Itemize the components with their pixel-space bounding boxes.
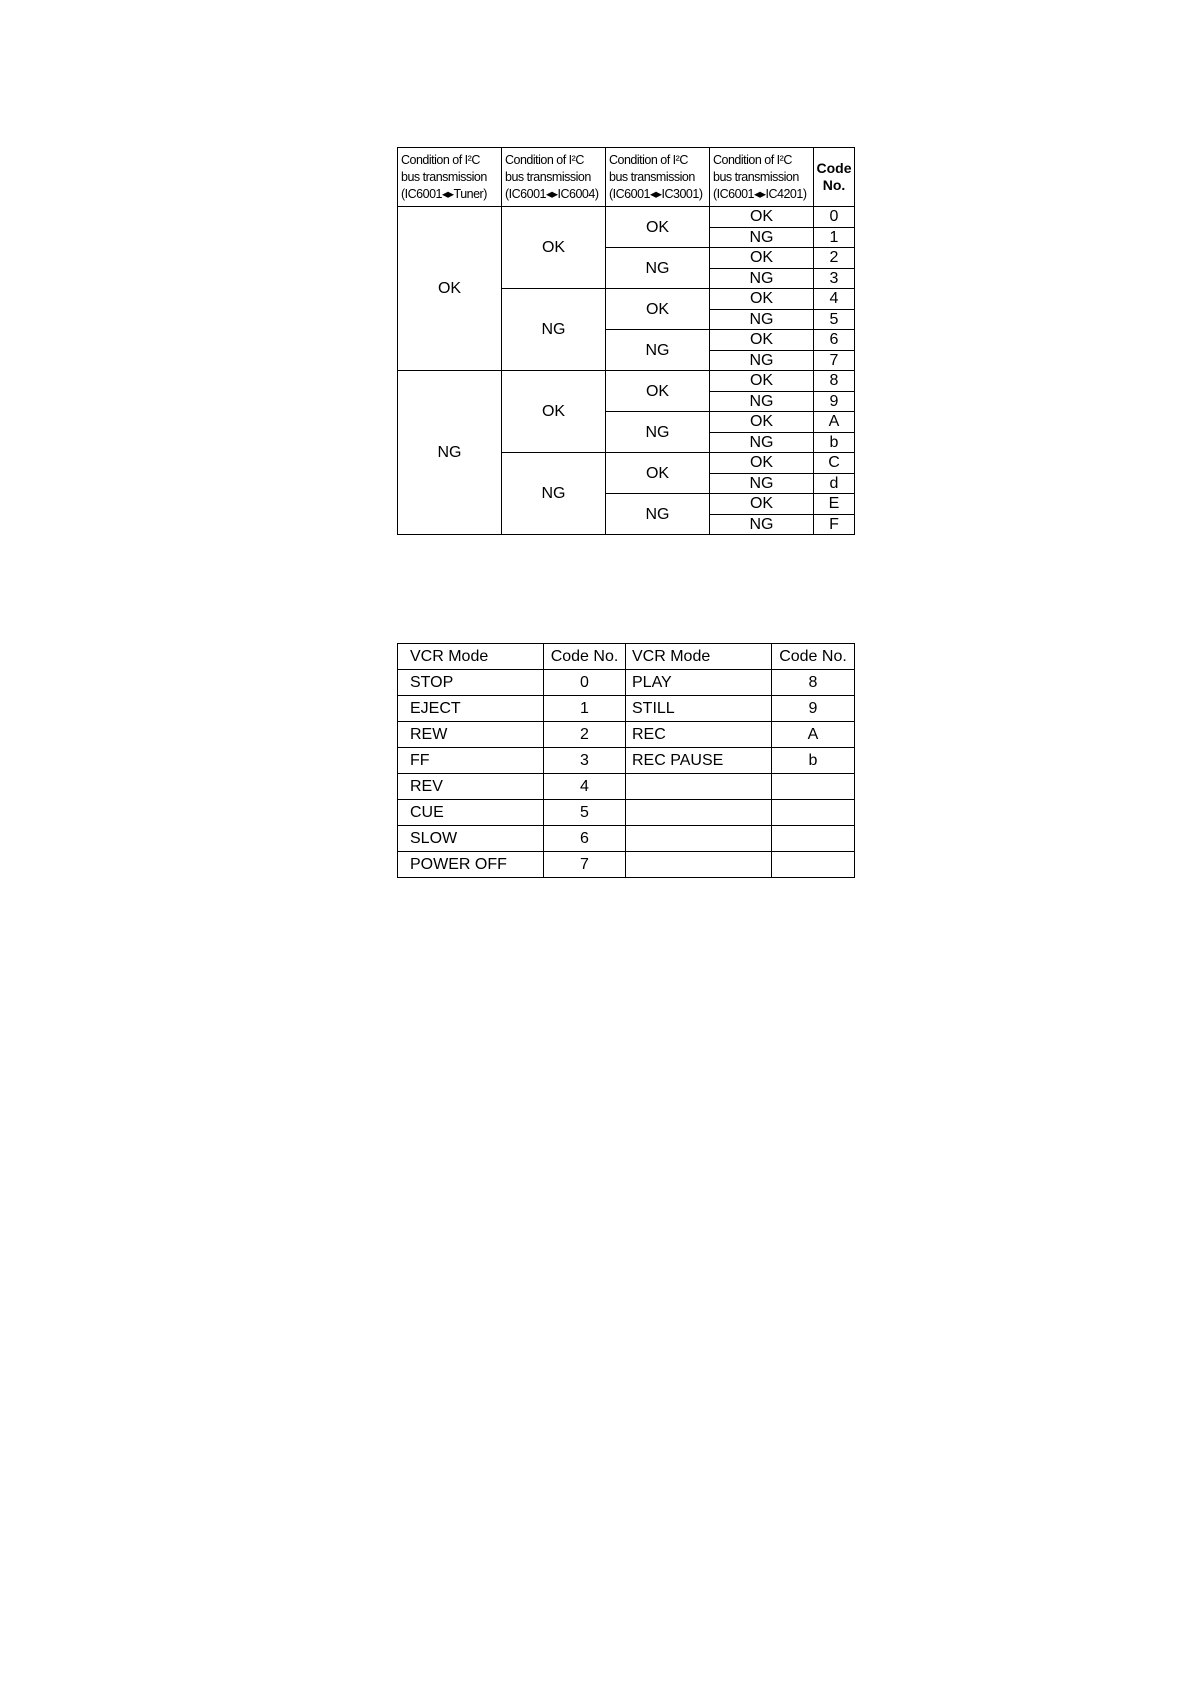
mode-cell: CUE xyxy=(398,800,544,826)
mode-cell: SLOW xyxy=(398,826,544,852)
ic4201-cell: OK xyxy=(710,494,814,515)
vcr-header-row xyxy=(398,644,855,670)
header-vcr-mode: VCR Mode xyxy=(398,644,544,670)
table-row xyxy=(398,371,855,392)
ic4201-cell: OK xyxy=(710,289,814,310)
code-cell: 6 xyxy=(814,330,855,351)
code-cell: 7 xyxy=(814,350,855,371)
header-code-no: Code No. xyxy=(814,148,855,207)
code-cell: b xyxy=(814,432,855,453)
code-cell: 4 xyxy=(544,774,626,800)
ic4201-cell: OK xyxy=(710,207,814,228)
vcr-mode-table xyxy=(397,643,855,878)
ic6004-cell: NG xyxy=(502,289,606,371)
table-row xyxy=(398,207,855,228)
mode-cell: REW xyxy=(398,722,544,748)
code-cell: C xyxy=(814,453,855,474)
i2c-header-row xyxy=(398,148,855,207)
ic4201-cell: NG xyxy=(710,432,814,453)
mode-cell xyxy=(626,774,772,800)
ic3001-cell: NG xyxy=(606,248,710,289)
code-cell: 9 xyxy=(772,696,855,722)
code-cell xyxy=(772,774,855,800)
mode-cell: REC PAUSE xyxy=(626,748,772,774)
mode-cell: REV xyxy=(398,774,544,800)
code-cell: 2 xyxy=(814,248,855,269)
ic4201-cell: OK xyxy=(710,412,814,433)
table-row xyxy=(398,852,855,878)
code-cell: 8 xyxy=(772,670,855,696)
table-row xyxy=(398,722,855,748)
code-cell: A xyxy=(814,412,855,433)
ic3001-cell: OK xyxy=(606,371,710,412)
code-cell: 6 xyxy=(544,826,626,852)
code-cell: 8 xyxy=(814,371,855,392)
table-row xyxy=(398,748,855,774)
code-cell: 3 xyxy=(544,748,626,774)
ic3001-cell: OK xyxy=(606,453,710,494)
ic3001-cell: NG xyxy=(606,494,710,535)
ic4201-cell: NG xyxy=(710,309,814,330)
ic4201-cell: NG xyxy=(710,514,814,535)
code-cell xyxy=(772,826,855,852)
code-cell: 0 xyxy=(544,670,626,696)
code-cell xyxy=(772,800,855,826)
code-cell: d xyxy=(814,473,855,494)
code-cell: F xyxy=(814,514,855,535)
mode-cell: STILL xyxy=(626,696,772,722)
code-cell: 0 xyxy=(814,207,855,228)
code-cell: 5 xyxy=(814,309,855,330)
header-ic6004: Condition of I²C bus transmission (IC6001◂▸IC6004) xyxy=(502,148,606,207)
ic4201-cell: OK xyxy=(710,371,814,392)
code-cell: 1 xyxy=(544,696,626,722)
mode-cell xyxy=(626,800,772,826)
ic4201-cell: OK xyxy=(710,248,814,269)
i2c-condition-table xyxy=(397,147,855,535)
tuner-cell: NG xyxy=(398,371,502,535)
code-cell: 9 xyxy=(814,391,855,412)
code-cell: A xyxy=(772,722,855,748)
ic4201-cell: NG xyxy=(710,350,814,371)
header-code-no: Code No. xyxy=(772,644,855,670)
table-row xyxy=(398,826,855,852)
ic6004-cell: OK xyxy=(502,371,606,453)
code-cell: 7 xyxy=(544,852,626,878)
header-ic3001: Condition of I²C bus transmission (IC6001◂▸IC3001) xyxy=(606,148,710,207)
ic4201-cell: NG xyxy=(710,227,814,248)
ic3001-cell: NG xyxy=(606,330,710,371)
ic6004-cell: NG xyxy=(502,453,606,535)
tuner-cell: OK xyxy=(398,207,502,371)
mode-cell: PLAY xyxy=(626,670,772,696)
ic4201-cell: OK xyxy=(710,330,814,351)
table-row xyxy=(398,800,855,826)
mode-cell xyxy=(626,826,772,852)
ic6004-cell: OK xyxy=(502,207,606,289)
ic4201-cell: OK xyxy=(710,453,814,474)
ic4201-cell: NG xyxy=(710,391,814,412)
ic3001-cell: OK xyxy=(606,289,710,330)
code-cell: 5 xyxy=(544,800,626,826)
header-vcr-mode: VCR Mode xyxy=(626,644,772,670)
code-cell: 1 xyxy=(814,227,855,248)
mode-cell: REC xyxy=(626,722,772,748)
code-cell: 3 xyxy=(814,268,855,289)
mode-cell: POWER OFF xyxy=(398,852,544,878)
mode-cell: STOP xyxy=(398,670,544,696)
table-row xyxy=(398,670,855,696)
code-cell: 4 xyxy=(814,289,855,310)
ic3001-cell: OK xyxy=(606,207,710,248)
code-cell: E xyxy=(814,494,855,515)
header-ic4201: Condition of I²C bus transmission (IC6001◂▸IC4201) xyxy=(710,148,814,207)
ic4201-cell: NG xyxy=(710,473,814,494)
table-row xyxy=(398,696,855,722)
table-row xyxy=(398,774,855,800)
code-cell xyxy=(772,852,855,878)
header-tuner: Condition of I²C bus transmission (IC6001◂▸Tuner) xyxy=(398,148,502,207)
mode-cell xyxy=(626,852,772,878)
header-code-no: Code No. xyxy=(544,644,626,670)
ic4201-cell: NG xyxy=(710,268,814,289)
code-cell: 2 xyxy=(544,722,626,748)
ic3001-cell: NG xyxy=(606,412,710,453)
code-cell: b xyxy=(772,748,855,774)
mode-cell: FF xyxy=(398,748,544,774)
mode-cell: EJECT xyxy=(398,696,544,722)
